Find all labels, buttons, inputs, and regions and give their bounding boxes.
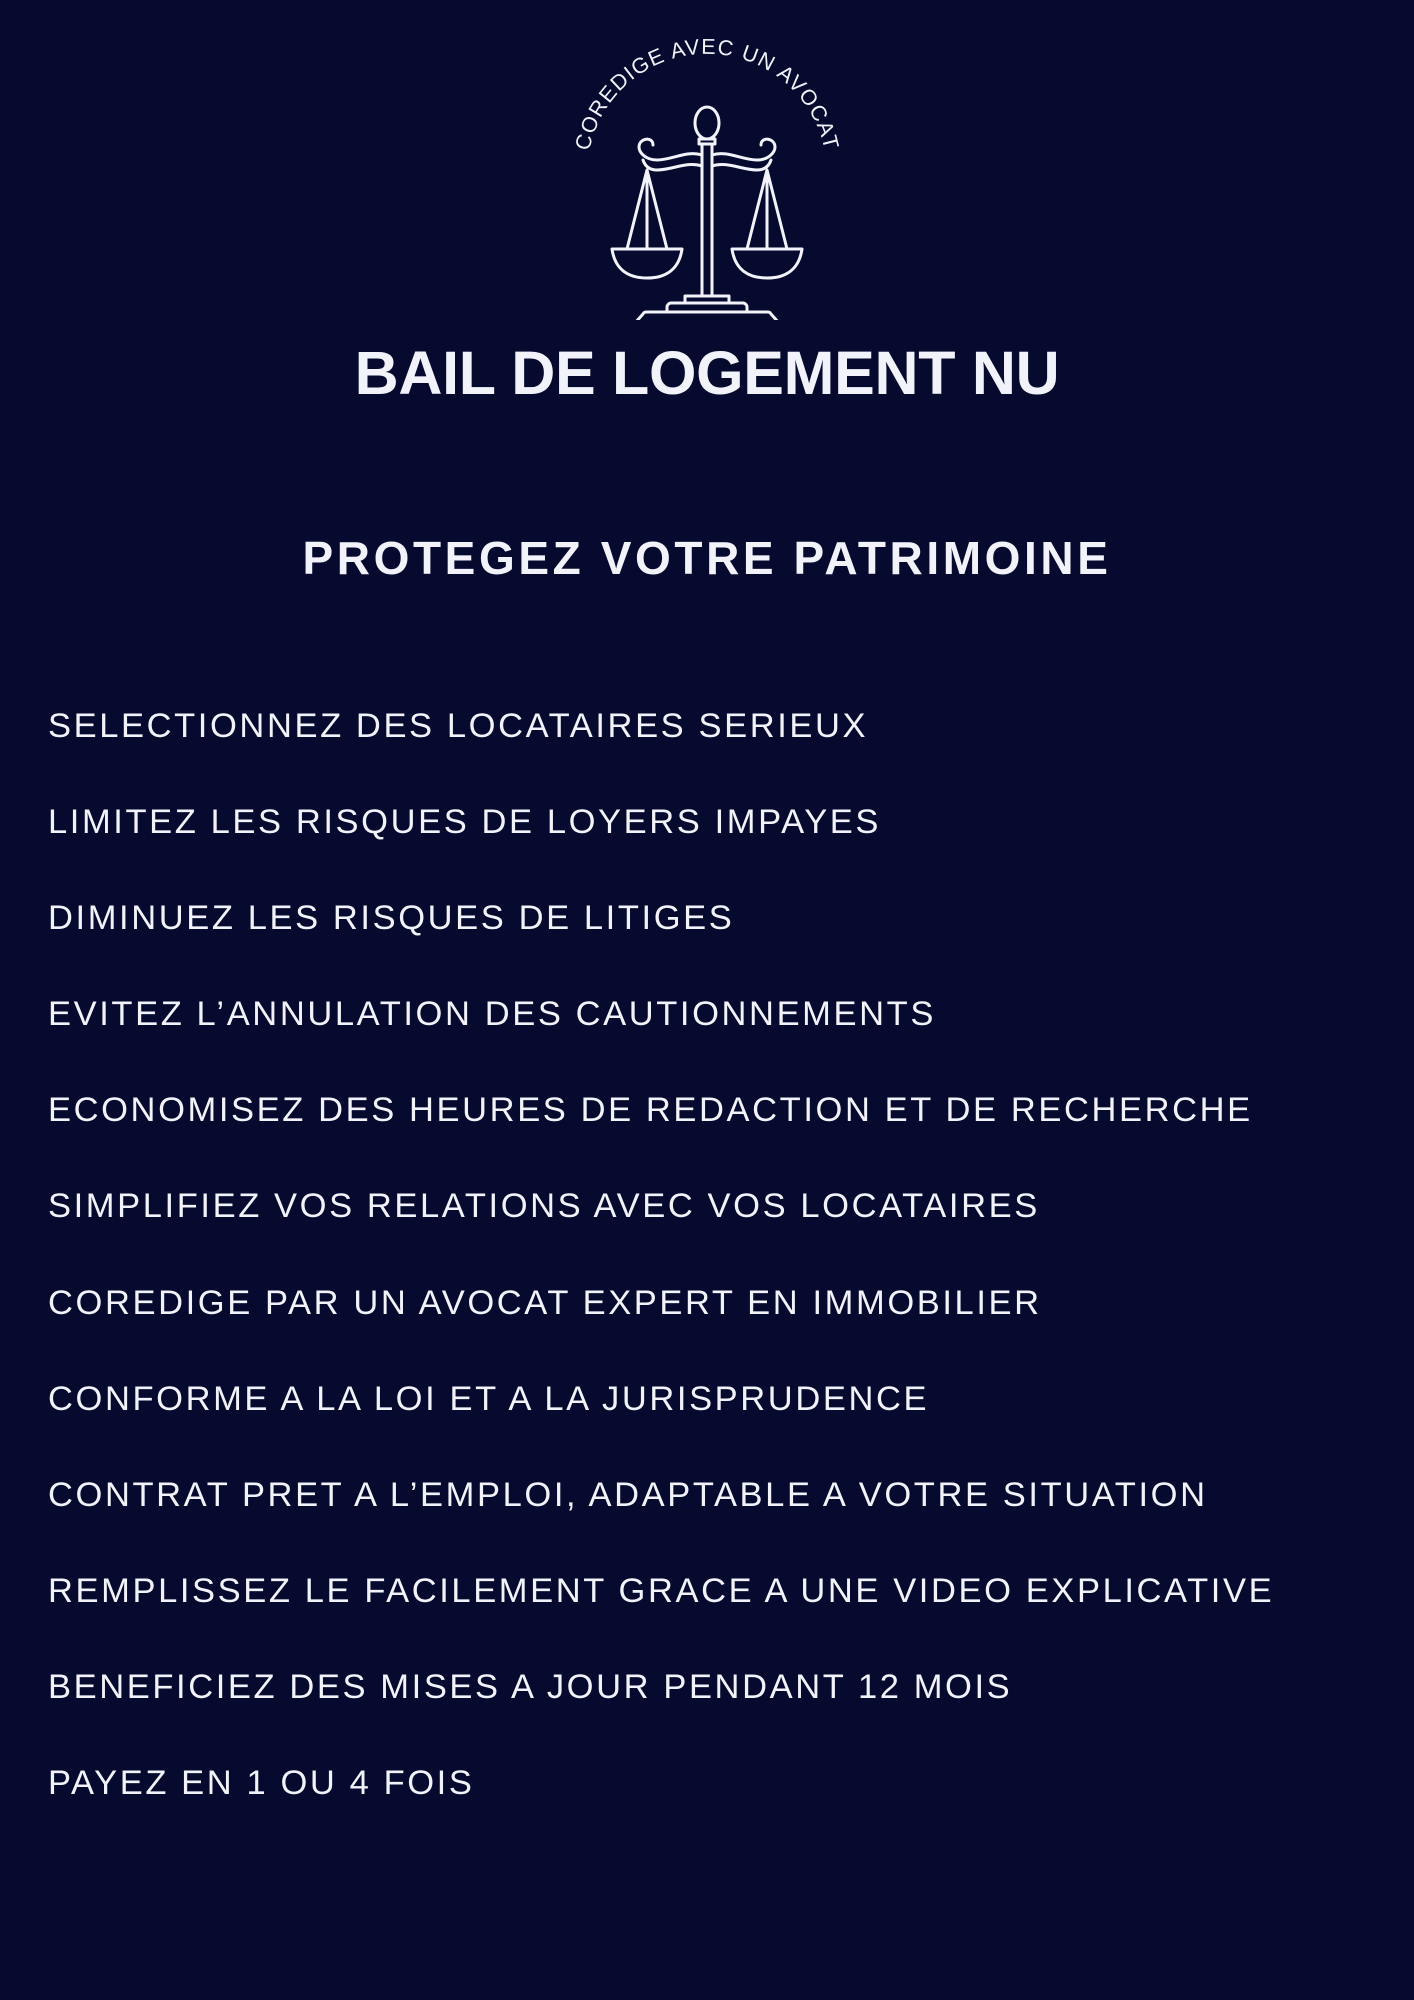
benefit-item: ECONOMISEZ DES HEURES DE REDACTION ET DE RECHERCHE	[48, 1091, 1253, 1130]
benefit-item: SELECTIONNEZ DES LOCATAIRES SERIEUX	[48, 707, 869, 745]
benefit-item: CONTRAT PRET A L’EMPLOI, ADAPTABLE A VOTRE SITUATION	[48, 1475, 1208, 1514]
benefit-item: EVITEZ L’ANNULATION DES CAUTIONNEMENTS	[48, 995, 936, 1034]
benefit-item: LIMITEZ LES RISQUES DE LOYERS IMPAYES	[48, 803, 882, 842]
benefits-list	[48, 700, 1274, 1853]
scales-of-justice-icon	[557, 20, 857, 320]
benefit-item: BENEFICIEZ DES MISES A JOUR PENDANT 12 MOIS	[48, 1667, 1013, 1706]
benefit-item: CONFORME A LA LOI ET A LA JURISPRUDENCE	[48, 1379, 930, 1418]
page-subtitle: PROTEGEZ VOTRE PATRIMOINE	[302, 532, 1112, 584]
logo	[557, 20, 857, 320]
page-title: BAIL DE LOGEMENT NU	[354, 339, 1060, 407]
logo-arc-text: COREDIGE AVEC UN AVOCAT	[570, 34, 844, 153]
benefit-item: COREDIGE PAR UN AVOCAT EXPERT EN IMMOBILIER	[48, 1283, 1042, 1322]
benefit-item: REMPLISSEZ LE FACILEMENT GRACE A UNE VIDEO EXPLICATIVE	[48, 1571, 1275, 1610]
benefit-item: DIMINUEZ LES RISQUES DE LITIGES	[48, 899, 735, 938]
benefit-item: PAYEZ EN 1 OU 4 FOIS	[48, 1764, 475, 1803]
benefit-item: SIMPLIFIEZ VOS RELATIONS AVEC VOS LOCATAIRES	[48, 1187, 1040, 1226]
